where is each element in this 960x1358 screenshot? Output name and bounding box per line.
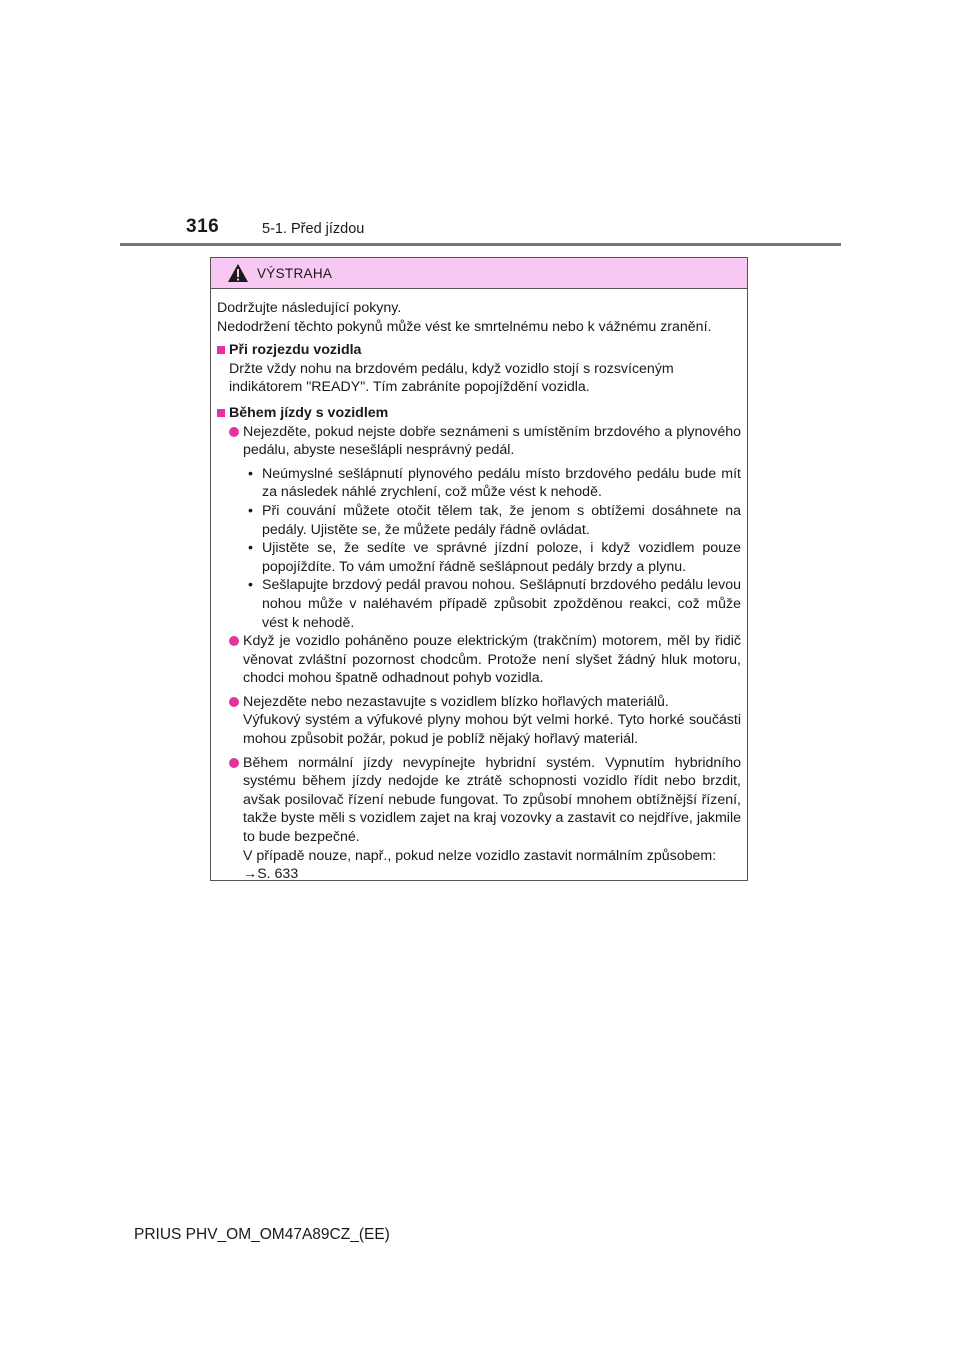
warning-header	[211, 258, 747, 289]
bullet-text: Během normální jízdy nevypínejte hybridní systém. Vypnutím hybridního systému během jízdy nedojde ke ztrátě schopnosti vozidlo řídit nebo brzdit, avšak posilovač řízení nebude fungovat. To způsobí mnohem obtížnější řízení, takže byste měli s vozidlem zajet na kraj vozovky a zastavit co nejdříve, jakmile to bude bezpečné.	[243, 754, 741, 846]
intro-line-2: Nedodržení těchto pokynů může vést ke smrtelnému nebo k vážnému zranění.	[217, 318, 712, 335]
sub-bullet-item	[217, 502, 741, 539]
sub-bullet-mark: •	[248, 502, 253, 519]
sub-bullet-item	[217, 465, 741, 502]
bullet-text: Když je vozidlo poháněno pouze elektrickým (trakčním) motorem, měl by řidič věnovat zvláštní pozornost chodcům. Protože není slyšet žádný hluk motoru, chodci mohou špatně odhadnout pohyb vozidla.	[243, 633, 741, 687]
sub-bullet-text: Neúmyslné sešlápnutí plynového pedálu místo brzdového pedálu bude mít za následek náhlé zrychlení, což může vést k nehodě.	[262, 465, 741, 501]
sub-bullet-text: Při couvání můžete otočit tělem tak, že jenom s obtížemi dosáhnete na pedály. Ujistěte se, že můžete pedály řádně ovládat.	[262, 502, 741, 538]
bullet-text-group	[243, 754, 741, 884]
sub-bullet-mark: •	[248, 465, 253, 482]
square-bullet-icon	[217, 409, 225, 417]
bullet-item	[217, 693, 741, 749]
bullet-text: V případě nouze, např., pokud nelze vozidlo zastavit normálním způsobem:	[243, 847, 717, 864]
sub-bullet-mark: •	[248, 577, 253, 594]
section-heading-driving	[217, 404, 741, 423]
section-heading-text: Během jízdy s vozidlem	[229, 404, 389, 421]
warning-body	[211, 289, 747, 884]
round-bullet-icon	[229, 758, 239, 768]
intro-line-1: Dodržujte následující pokyny.	[217, 300, 402, 316]
sub-bullet-item	[217, 539, 741, 576]
section-text-start: Držte vždy nohu na brzdovém pedálu, když vozidlo stojí s rozsvíceným indikátorem "READY". Tím zabráníte popojíždění vozidla.	[229, 360, 674, 396]
sub-bullet-text: Sešlapujte brzdový pedál pravou nohou. Sešlápnutí brzdového pedálu levou nohou může v naléhavém případě způsobit zpožděnou reakci, což může vést k nehodě.	[262, 577, 741, 631]
bullet-text-group	[243, 693, 741, 749]
warning-title: VÝSTRAHA	[257, 265, 333, 281]
header-rule	[120, 243, 841, 246]
bullet-text: Nejezděte nebo nezastavujte s vozidlem blízko hořlavých materiálů.	[243, 693, 669, 710]
page-number: 316	[186, 216, 220, 237]
warning-box	[210, 257, 748, 881]
bullet-text: Výfukový systém a výfukové plyny mohou být velmi horké. Tyto horké součásti mohou způsobit požár, pokud je poblíž nějaký hořlavý materiál.	[243, 712, 741, 748]
bullet-item	[217, 754, 741, 884]
bullet-item	[217, 632, 741, 688]
bullet-text: Nejezděte, pokud nejste dobře seznámeni s umístěním brzdového a plynového pedálu, abyste nesešlápli nesprávný pedál.	[243, 423, 741, 459]
document-code: PRIUS PHV_OM_OM47A89CZ_(EE)	[134, 1226, 390, 1243]
section-heading-start	[217, 341, 741, 360]
page-reference: →S. 633	[243, 866, 299, 883]
warning-triangle-icon	[227, 263, 249, 283]
sub-bullet-mark: •	[248, 540, 253, 557]
sub-bullet-item	[217, 576, 741, 632]
round-bullet-icon	[229, 427, 239, 437]
round-bullet-icon	[229, 636, 239, 646]
square-bullet-icon	[217, 346, 225, 354]
round-bullet-icon	[229, 697, 239, 707]
sub-bullet-text: Ujistěte se, že sedíte ve správné jízdní poloze, i když vozidlem pouze popojíždíte. To vám umožní řádně sešlápnout pedály brzdy a plynu.	[262, 540, 741, 575]
section-title: 5-1. Před jízdou	[262, 221, 365, 237]
section-heading-text: Při rozjezdu vozidla	[229, 342, 362, 359]
bullet-item	[217, 423, 741, 460]
